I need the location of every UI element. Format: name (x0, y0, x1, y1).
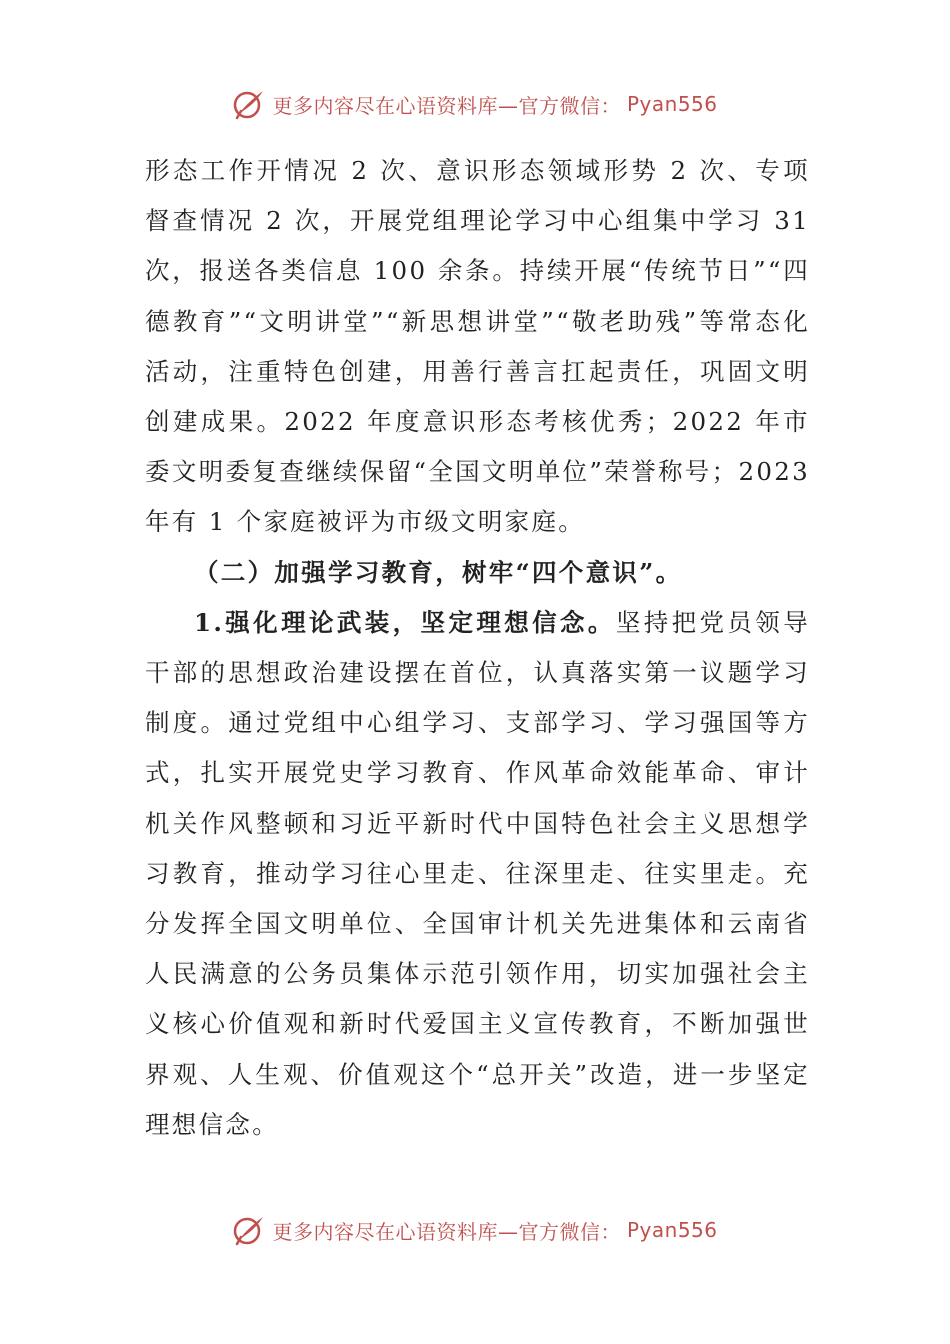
section-heading: （二）加强学习教育，树牢“四个意识”。 (194, 557, 683, 587)
watermark-text: 更多内容尽在心语资料库—官方微信： (272, 93, 621, 118)
paragraph-lead: 1.强化理论武装，坚定理想信念。 (194, 607, 616, 637)
paragraph-continuation: 形态工作开情况 2 次、意识形态领域形势 2 次、专项督查情况 2 次，开展党组理论学习中心组集中学习 31 次，报送各类信息 100 余条。持续开展“传统节日”“四德教育”“文明讲堂”“新思想讲堂”“敬老助残”等常态化活动，注重特色创建，用善行善言扛起责任，巩固文明创建成果。2022 年度意识形态考核优秀；2022 年市委文明委复查继续保留“全国文明单位”荣誉称号；2023 年有 1 个家庭被评为市级文明家庭。 (145, 156, 810, 537)
watermark-text: 更多内容尽在心语资料库—官方微信： (272, 1219, 621, 1244)
watermark-handle: Pyan556 (626, 1218, 718, 1242)
header-watermark (0, 84, 950, 124)
paragraph-theory (145, 598, 810, 1150)
footer-watermark (0, 1210, 950, 1250)
watermark-handle: Pyan556 (626, 92, 718, 116)
paragraph-body: 坚持把党员领导干部的思想政治建设摆在首位，认真落实第一议题学习制度。通过党组中心组学习、支部学习、学习强国等方式，扎实开展党史学习教育、作风革命效能革命、审计机关作风整顿和习近平新时代中国特色社会主义思想学习教育，推动学习往心里走、往深里走、往实里走。充分发挥全国文明单位、全国审计机关先进集体和云南省人民满意的公务员集体示范引领作用，切实加强社会主义核心价值观和新时代爱国主义宣传教育，不断加强世界观、人生观、价值观这个“总开关”改造，进一步坚定理想信念。 (145, 607, 811, 1139)
quill-logo-icon (232, 1213, 266, 1247)
quill-logo-icon (232, 87, 266, 121)
document-body (145, 146, 810, 1150)
